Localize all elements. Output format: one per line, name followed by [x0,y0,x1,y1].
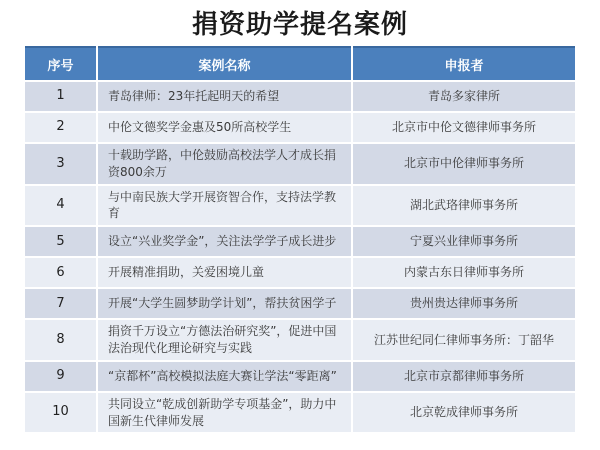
cell-applicant: 北京乾成律师事务所 [352,392,575,434]
cell-number: 2 [25,112,97,143]
table-row [25,81,575,112]
table-body [25,81,575,433]
column-header-case-name: 案例名称 [97,47,352,81]
cell-case: 中伦文德奖学金惠及50所高校学生 [97,112,352,143]
cell-applicant: 北京市京都律师事务所 [352,361,575,392]
cases-table [25,46,575,434]
header-row [25,47,575,81]
cell-case: 十载助学路，中伦鼓励高校法学人才成长捐资800余万 [97,143,352,185]
cell-case: 开展“大学生圆梦助学计划”，帮扶贫困学子 [97,288,352,319]
cell-case: “京都杯”高校模拟法庭大赛让学法“零距离” [97,361,352,392]
cell-case: 与中南民族大学开展资智合作，支持法学教育 [97,185,352,227]
table-row [25,143,575,185]
table-header [25,47,575,81]
cell-case: 青岛律师：23年托起明天的希望 [97,81,352,112]
cell-applicant: 宁夏兴业律师事务所 [352,226,575,257]
table-row [25,257,575,288]
cell-number: 8 [25,319,97,361]
cell-number: 7 [25,288,97,319]
table-row [25,319,575,361]
table-row [25,288,575,319]
cell-applicant: 湖北武珞律师事务所 [352,185,575,227]
cell-case: 共同设立“乾成创新助学专项基金”，助力中国新生代律师发展 [97,392,352,434]
cell-applicant: 北京市中伦文德律师事务所 [352,112,575,143]
table-row [25,361,575,392]
cell-number: 9 [25,361,97,392]
column-header-number: 序号 [25,47,97,81]
cell-number: 6 [25,257,97,288]
cell-number: 4 [25,185,97,227]
cell-number: 5 [25,226,97,257]
column-header-applicant: 申报者 [352,47,575,81]
cell-applicant: 江苏世纪同仁律师事务所：丁韶华 [352,319,575,361]
cell-applicant: 北京市中伦律师事务所 [352,143,575,185]
table-row [25,226,575,257]
table-row [25,392,575,434]
cell-number: 1 [25,81,97,112]
page-title: 捐资助学提名案例 [191,10,408,40]
cell-applicant: 贵州贵达律师事务所 [352,288,575,319]
cell-number: 10 [25,392,97,434]
cell-applicant: 内蒙古东日律师事务所 [352,257,575,288]
cell-case: 捐资千万设立“方德法治研究奖”，促进中国法治现代化理论研究与实践 [97,319,352,361]
cell-case: 设立“兴业奖学金”，关注法学学子成长进步 [97,226,352,257]
table-row [25,112,575,143]
cell-case: 开展精准捐助，关爱困境儿童 [97,257,352,288]
cell-applicant: 青岛多家律所 [352,81,575,112]
table-row [25,185,575,227]
cell-number: 3 [25,143,97,185]
